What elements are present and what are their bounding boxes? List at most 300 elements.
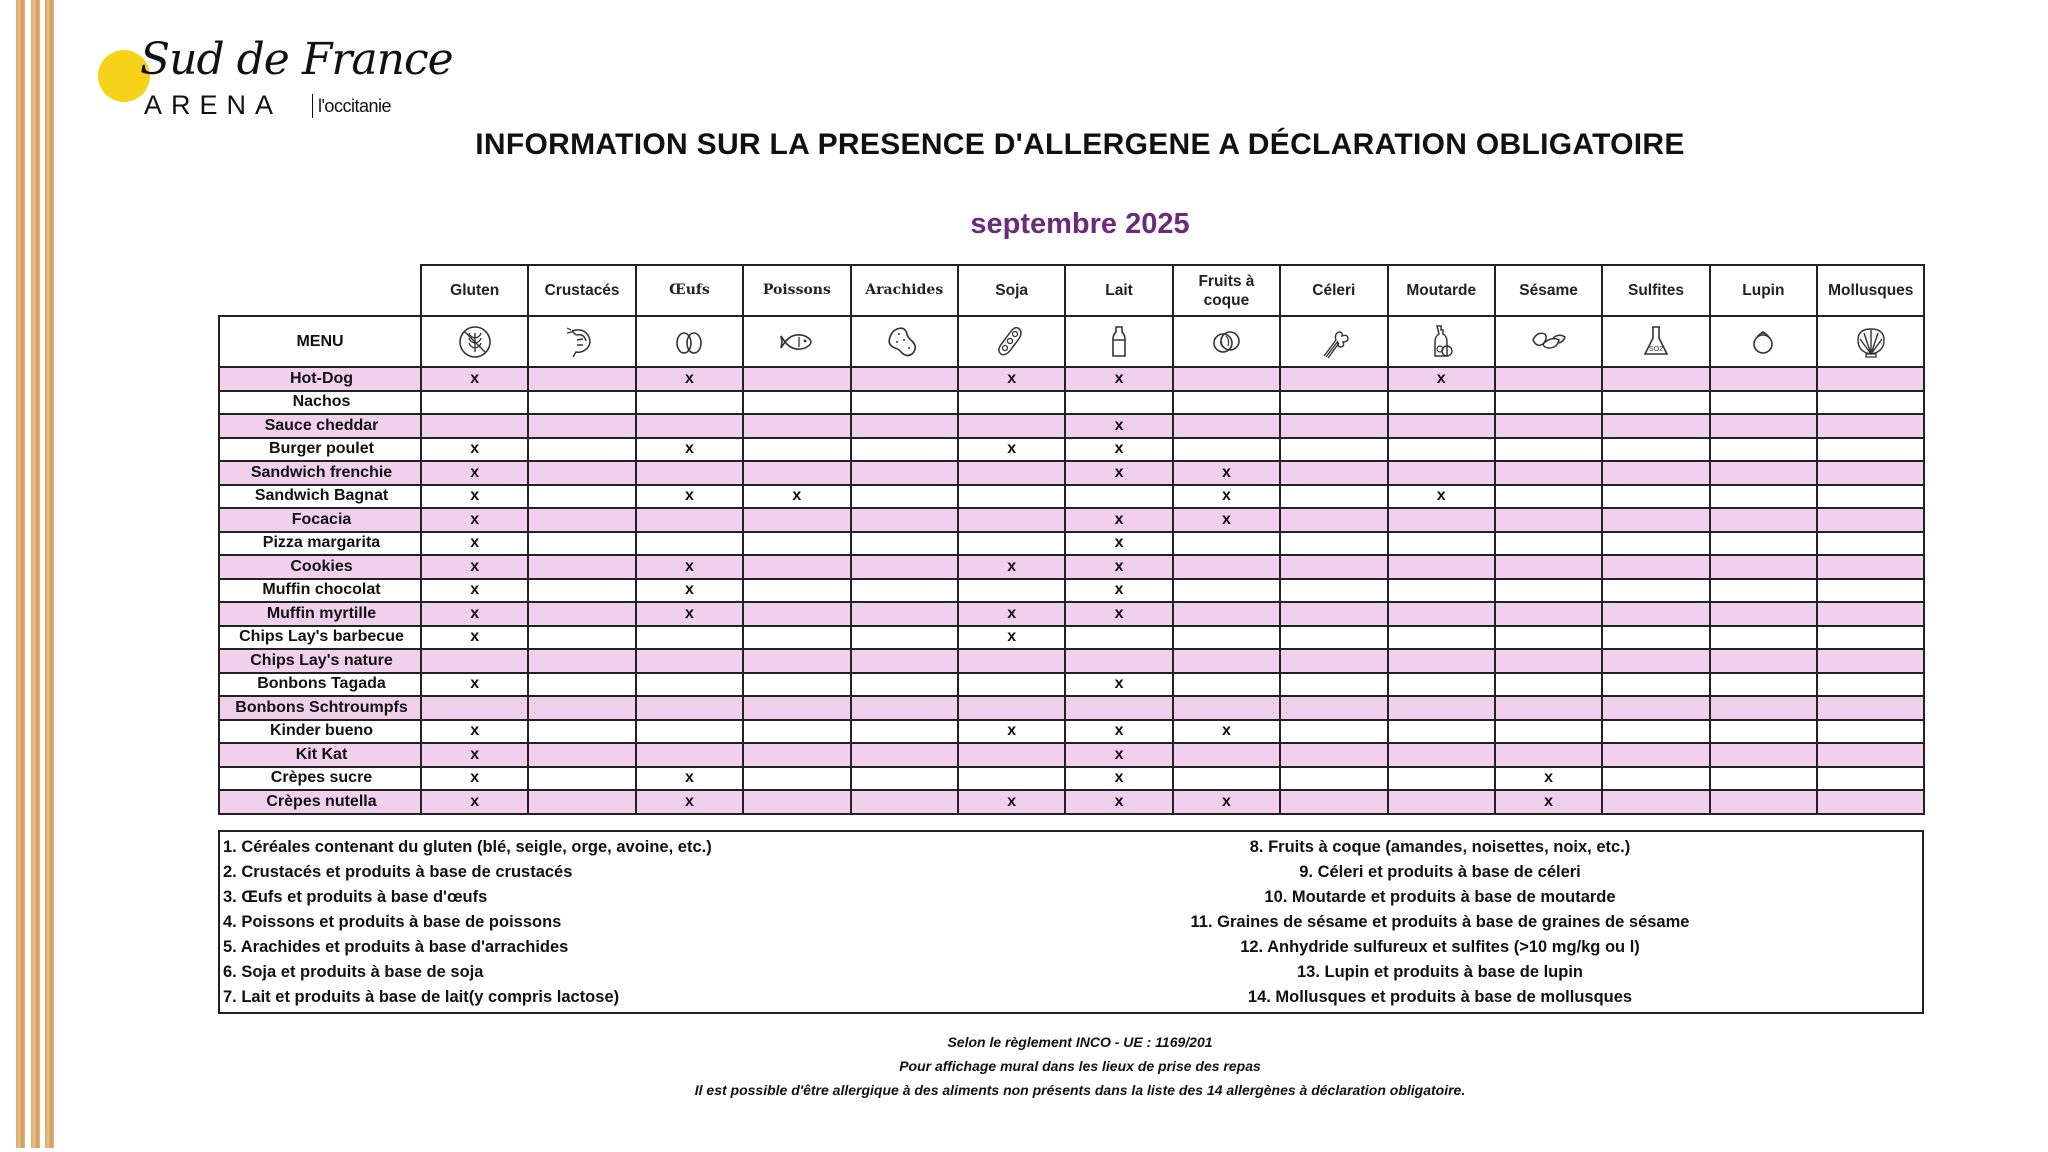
allergen-empty-cell (1173, 649, 1280, 673)
allergen-empty-cell (1495, 743, 1602, 767)
allergen-empty-cell (1173, 743, 1280, 767)
allergen-empty-cell (636, 673, 743, 697)
wood-stripe-decoration (31, 0, 40, 1148)
allergen-present-mark: x (1065, 673, 1172, 697)
allergen-header: Lait (1065, 265, 1172, 316)
allergen-empty-cell (1388, 626, 1495, 650)
allergen-empty-cell (636, 461, 743, 485)
allergen-present-mark: x (1173, 508, 1280, 532)
allergen-present-mark: x (1065, 767, 1172, 791)
allergen-empty-cell (1495, 579, 1602, 603)
allergen-empty-cell (1817, 555, 1924, 579)
allergen-empty-cell (1280, 414, 1387, 438)
allergen-icon-cell (1388, 316, 1495, 367)
allergen-empty-cell (743, 743, 850, 767)
allergen-present-mark: x (636, 579, 743, 603)
menu-item-name: Kit Kat (219, 743, 421, 767)
allergen-empty-cell (851, 414, 958, 438)
menu-item-name: Muffin chocolat (219, 579, 421, 603)
allergen-empty-cell (1602, 532, 1709, 556)
menu-header: MENU (219, 316, 421, 367)
allergen-empty-cell (1280, 485, 1387, 509)
menu-item-name: Bonbons Schtroumpfs (219, 696, 421, 720)
allergen-icon-cell (1710, 316, 1817, 367)
nut-icon (1174, 322, 1279, 362)
allergen-empty-cell (1710, 485, 1817, 509)
allergen-empty-cell (1602, 555, 1709, 579)
allergen-header: Arachides (851, 265, 958, 316)
allergen-empty-cell (743, 508, 850, 532)
allergen-empty-cell (528, 673, 635, 697)
allergen-empty-cell (1495, 555, 1602, 579)
allergen-empty-cell (743, 532, 850, 556)
allergen-present-mark: x (958, 720, 1065, 744)
allergen-empty-cell (851, 602, 958, 626)
allergen-empty-cell (1710, 767, 1817, 791)
allergen-empty-cell (1388, 696, 1495, 720)
allergen-empty-cell (1495, 391, 1602, 415)
allergen-present-mark: x (1065, 720, 1172, 744)
allergen-empty-cell (1495, 720, 1602, 744)
allergen-empty-cell (1280, 626, 1387, 650)
menu-row (219, 767, 1924, 791)
allergen-present-mark: x (421, 508, 528, 532)
allergen-empty-cell (1817, 626, 1924, 650)
allergen-present-mark: x (421, 438, 528, 462)
allergen-empty-cell (1495, 602, 1602, 626)
logo-arena-text: ARENA (144, 90, 283, 120)
allergen-empty-cell (1817, 696, 1924, 720)
menu-row (219, 391, 1924, 415)
allergen-empty-cell (1280, 720, 1387, 744)
logo-separator (312, 94, 313, 118)
allergen-empty-cell (958, 579, 1065, 603)
menu-item-name: Chips Lay's barbecue (219, 626, 421, 650)
allergen-empty-cell (1710, 743, 1817, 767)
footer-line: Selon le règlement INCO - UE : 1169/201 (947, 1034, 1213, 1050)
allergen-present-mark: x (421, 602, 528, 626)
allergen-empty-cell (1388, 555, 1495, 579)
allergen-empty-cell (1173, 673, 1280, 697)
allergen-empty-cell (1602, 696, 1709, 720)
allergen-present-mark: x (636, 767, 743, 791)
menu-item-name: Bonbons Tagada (219, 673, 421, 697)
allergen-empty-cell (1817, 720, 1924, 744)
allergen-empty-cell (851, 555, 958, 579)
allergen-present-mark: x (958, 602, 1065, 626)
allergen-empty-cell (1280, 696, 1387, 720)
fish-icon (744, 322, 849, 362)
allergen-empty-cell (636, 532, 743, 556)
allergen-present-mark: x (1495, 790, 1602, 814)
allergen-present-mark: x (958, 438, 1065, 462)
allergen-empty-cell (1495, 461, 1602, 485)
milk-bottle-icon (1066, 322, 1171, 362)
month-title: septembre 2025 (970, 208, 1190, 240)
allergen-present-mark: x (421, 532, 528, 556)
allergen-empty-cell (1817, 649, 1924, 673)
allergen-empty-cell (1710, 391, 1817, 415)
allergen-icon-cell (421, 316, 528, 367)
allergen-header: Poissons (743, 265, 850, 316)
allergen-empty-cell (851, 790, 958, 814)
allergen-empty-cell (1173, 414, 1280, 438)
allergen-empty-cell (636, 696, 743, 720)
menu-row (219, 579, 1924, 603)
allergen-empty-cell (528, 579, 635, 603)
allergen-empty-cell (851, 720, 958, 744)
allergen-empty-cell (851, 696, 958, 720)
allergen-empty-cell (1710, 438, 1817, 462)
allergen-present-mark: x (1065, 579, 1172, 603)
lupin-icon (1711, 322, 1816, 362)
allergen-empty-cell (743, 414, 850, 438)
allergen-empty-cell (636, 414, 743, 438)
allergen-empty-cell (1710, 532, 1817, 556)
menu-row (219, 696, 1924, 720)
allergen-empty-cell (636, 391, 743, 415)
allergen-empty-cell (743, 696, 850, 720)
allergen-empty-cell (1280, 438, 1387, 462)
allergen-empty-cell (851, 485, 958, 509)
allergen-present-mark: x (636, 602, 743, 626)
allergen-empty-cell (1388, 649, 1495, 673)
allergen-empty-cell (528, 743, 635, 767)
allergen-empty-cell (1602, 767, 1709, 791)
allergen-empty-cell (1602, 626, 1709, 650)
allergen-empty-cell (636, 626, 743, 650)
allergen-empty-cell (528, 367, 635, 391)
allergen-present-mark: x (1388, 367, 1495, 391)
allergen-empty-cell (1602, 508, 1709, 532)
allergen-empty-cell (1065, 696, 1172, 720)
allergen-empty-cell (1495, 485, 1602, 509)
menu-row (219, 532, 1924, 556)
allergen-present-mark: x (1173, 485, 1280, 509)
menu-item-name: Chips Lay's nature (219, 649, 421, 673)
allergen-empty-cell (528, 508, 635, 532)
allergen-present-mark: x (1065, 532, 1172, 556)
allergen-empty-cell (1280, 649, 1387, 673)
mustard-icon (1389, 322, 1494, 362)
allergen-present-mark: x (1065, 461, 1172, 485)
allergen-empty-cell (636, 743, 743, 767)
allergen-present-mark: x (421, 790, 528, 814)
allergen-empty-cell (1173, 696, 1280, 720)
allergen-header: Crustacés (528, 265, 635, 316)
wood-stripe-decoration (45, 0, 54, 1148)
allergen-present-mark: x (1065, 508, 1172, 532)
allergen-empty-cell (743, 579, 850, 603)
menu-row (219, 367, 1924, 391)
allergen-present-mark: x (958, 555, 1065, 579)
allergen-empty-cell (1495, 367, 1602, 391)
allergen-legend (218, 830, 1924, 1014)
allergen-empty-cell (421, 649, 528, 673)
menu-row (219, 649, 1924, 673)
allergen-empty-cell (1710, 790, 1817, 814)
allergen-present-mark: x (1173, 461, 1280, 485)
allergen-empty-cell (1710, 673, 1817, 697)
allergen-empty-cell (1173, 626, 1280, 650)
allergen-present-mark: x (421, 367, 528, 391)
allergen-header-row (219, 265, 1924, 316)
legend-item: 11. Graines de sésame et produits à base de graines de sésame (1190, 913, 1690, 931)
allergen-empty-cell (1710, 414, 1817, 438)
allergen-empty-cell (1602, 414, 1709, 438)
allergen-present-mark: x (1065, 602, 1172, 626)
celery-icon (1281, 322, 1386, 362)
allergen-header: Sésame (1495, 265, 1602, 316)
allergen-empty-cell (743, 673, 850, 697)
allergen-empty-cell (1280, 508, 1387, 532)
allergen-empty-cell (636, 508, 743, 532)
allergen-present-mark: x (421, 626, 528, 650)
allergen-empty-cell (743, 767, 850, 791)
allergen-empty-cell (1817, 790, 1924, 814)
allergen-present-mark: x (421, 767, 528, 791)
allergen-empty-cell (851, 767, 958, 791)
allergen-empty-cell (1280, 673, 1387, 697)
allergen-empty-cell (958, 461, 1065, 485)
legend-item: 2. Crustacés et produits à base de crustacés (223, 863, 573, 881)
allergen-present-mark: x (1173, 720, 1280, 744)
allergen-empty-cell (743, 461, 850, 485)
allergen-icon-cell (636, 316, 743, 367)
allergen-empty-cell (1817, 602, 1924, 626)
allergen-empty-cell (636, 649, 743, 673)
allergen-empty-cell (958, 743, 1065, 767)
allergen-present-mark: x (1065, 555, 1172, 579)
allergen-empty-cell (528, 696, 635, 720)
allergen-empty-cell (1602, 602, 1709, 626)
allergen-empty-cell (1388, 790, 1495, 814)
menu-item-name: Sauce cheddar (219, 414, 421, 438)
allergen-empty-cell (1602, 720, 1709, 744)
allergen-empty-cell (1602, 673, 1709, 697)
allergen-header: Œufs (636, 265, 743, 316)
logo-region-text: l'occitanie (318, 96, 391, 116)
allergen-present-mark: x (1173, 790, 1280, 814)
allergen-empty-cell (743, 555, 850, 579)
allergen-empty-cell (528, 602, 635, 626)
allergen-table (218, 264, 1925, 815)
allergen-empty-cell (1065, 485, 1172, 509)
allergen-icon-cell (851, 316, 958, 367)
allergen-empty-cell (1602, 649, 1709, 673)
allergen-empty-cell (958, 649, 1065, 673)
allergen-empty-cell (851, 532, 958, 556)
allergen-empty-cell (1280, 461, 1387, 485)
menu-row (219, 790, 1924, 814)
allergen-empty-cell (528, 461, 635, 485)
wood-stripe-decoration (16, 0, 25, 1148)
allergen-empty-cell (743, 391, 850, 415)
allergen-header: Moutarde (1388, 265, 1495, 316)
allergen-present-mark: x (421, 673, 528, 697)
legend-item: 6. Soja et produits à base de soja (223, 963, 484, 981)
allergen-empty-cell (1817, 367, 1924, 391)
allergen-empty-cell (1602, 391, 1709, 415)
allergen-empty-cell (1710, 508, 1817, 532)
allergen-empty-cell (1495, 649, 1602, 673)
allergen-present-mark: x (958, 790, 1065, 814)
allergen-empty-cell (851, 649, 958, 673)
menu-row (219, 626, 1924, 650)
allergen-empty-cell (1388, 767, 1495, 791)
allergen-empty-cell (1710, 626, 1817, 650)
allergen-empty-cell (1388, 720, 1495, 744)
legend-item: 4. Poissons et produits à base de poissons (223, 913, 562, 931)
legend-left-column (223, 835, 712, 1010)
allergen-empty-cell (743, 720, 850, 744)
allergen-present-mark: x (1065, 743, 1172, 767)
menu-rows (219, 367, 1924, 814)
menu-item-name: Focacia (219, 508, 421, 532)
allergen-header: Céleri (1280, 265, 1387, 316)
allergen-empty-cell (1065, 391, 1172, 415)
allergen-empty-cell (958, 532, 1065, 556)
legend-item: 7. Lait et produits à base de lait(y compris lactose) (223, 988, 620, 1006)
allergen-empty-cell (743, 602, 850, 626)
allergen-empty-cell (1495, 438, 1602, 462)
allergen-empty-cell (1495, 673, 1602, 697)
allergen-icon-cell (528, 316, 635, 367)
allergen-empty-cell (1173, 532, 1280, 556)
allergen-empty-cell (851, 461, 958, 485)
menu-item-name: Kinder bueno (219, 720, 421, 744)
allergen-empty-cell (528, 438, 635, 462)
allergen-empty-cell (1495, 414, 1602, 438)
shell-icon (1818, 322, 1923, 362)
allergen-empty-cell (1817, 461, 1924, 485)
sud-de-france-arena-logo (98, 34, 453, 124)
menu-item-name: Crèpes sucre (219, 767, 421, 791)
legend-item: 8. Fruits à coque (amandes, noisettes, noix, etc.) (1249, 838, 1631, 856)
allergen-empty-cell (1388, 438, 1495, 462)
menu-item-name: Burger poulet (219, 438, 421, 462)
allergen-present-mark: x (421, 579, 528, 603)
allergen-icon-cell (1173, 316, 1280, 367)
allergen-header: Mollusques (1817, 265, 1924, 316)
allergen-empty-cell (1602, 367, 1709, 391)
legend-item: 1. Céréales contenant du gluten (blé, seigle, orge, avoine, etc.) (223, 838, 712, 856)
svg-text:SO2: SO2 (1648, 345, 1663, 353)
allergen-empty-cell (1602, 461, 1709, 485)
allergen-header: Soja (958, 265, 1065, 316)
allergen-empty-cell (528, 720, 635, 744)
allergen-empty-cell (528, 649, 635, 673)
allergen-empty-cell (1817, 767, 1924, 791)
allergen-empty-cell (528, 414, 635, 438)
legend-item: 13. Lupin et produits à base de lupin (1296, 963, 1584, 981)
allergen-empty-cell (1388, 602, 1495, 626)
allergen-header: Sulfites (1602, 265, 1709, 316)
allergen-empty-cell (528, 485, 635, 509)
allergen-present-mark: x (421, 743, 528, 767)
allergen-empty-cell (1710, 555, 1817, 579)
allergen-empty-cell (1817, 532, 1924, 556)
allergen-empty-cell (1388, 579, 1495, 603)
empty-corner-cell (219, 265, 421, 316)
menu-row (219, 438, 1924, 462)
allergen-icon-cell (1065, 316, 1172, 367)
allergen-empty-cell (1388, 461, 1495, 485)
sesame-seeds-icon (1496, 322, 1601, 362)
allergen-empty-cell (1388, 532, 1495, 556)
allergen-empty-cell (851, 626, 958, 650)
legend-item: 14. Mollusques et produits à base de mollusques (1247, 988, 1633, 1006)
footer-line: Pour affichage mural dans les lieux de prise des repas (899, 1058, 1261, 1074)
allergen-empty-cell (1710, 461, 1817, 485)
footer-line: Il est possible d'être allergique à des aliments non présents dans la liste des 14 allergènes à déclaration obligatoire. (694, 1082, 1466, 1098)
allergen-icon-cell (1495, 316, 1602, 367)
allergen-empty-cell (1173, 438, 1280, 462)
allergen-empty-cell (1388, 673, 1495, 697)
allergen-present-mark: x (1065, 438, 1172, 462)
allergen-empty-cell (528, 790, 635, 814)
allergen-empty-cell (1602, 579, 1709, 603)
allergen-empty-cell (421, 696, 528, 720)
allergen-empty-cell (1602, 485, 1709, 509)
allergen-icon-cell (743, 316, 850, 367)
legend-item: 12. Anhydride sulfureux et sulfites (>10 mg/kg ou l) (1240, 938, 1640, 956)
menu-row (219, 720, 1924, 744)
allergen-present-mark: x (743, 485, 850, 509)
allergen-empty-cell (1710, 720, 1817, 744)
allergen-empty-cell (1280, 767, 1387, 791)
menu-row (219, 461, 1924, 485)
soybean-icon (959, 322, 1064, 362)
legend-item: 10. Moutarde et produits à base de moutarde (1264, 888, 1616, 906)
allergen-empty-cell (1495, 532, 1602, 556)
allergen-empty-cell (1710, 649, 1817, 673)
allergen-present-mark: x (636, 555, 743, 579)
allergen-empty-cell (1173, 367, 1280, 391)
allergen-present-mark: x (421, 555, 528, 579)
allergen-empty-cell (1710, 367, 1817, 391)
allergen-empty-cell (743, 367, 850, 391)
allergen-empty-cell (958, 767, 1065, 791)
allergen-empty-cell (851, 673, 958, 697)
allergen-icon-row (219, 316, 1924, 367)
allergen-empty-cell (1817, 438, 1924, 462)
menu-row (219, 414, 1924, 438)
allergen-empty-cell (1173, 602, 1280, 626)
allergen-empty-cell (1388, 414, 1495, 438)
menu-item-name: Hot-Dog (219, 367, 421, 391)
allergen-empty-cell (851, 438, 958, 462)
allergen-empty-cell (851, 367, 958, 391)
menu-row (219, 508, 1924, 532)
menu-row (219, 673, 1924, 697)
legend-right-column (1000, 835, 1880, 1010)
allergen-empty-cell (851, 391, 958, 415)
allergen-present-mark: x (421, 485, 528, 509)
page-title: INFORMATION SUR LA PRESENCE D'ALLERGENE A DÉCLARATION OBLIGATOIRE (475, 128, 1685, 161)
allergen-empty-cell (1710, 696, 1817, 720)
menu-item-name: Sandwich frenchie (219, 461, 421, 485)
allergen-empty-cell (1280, 790, 1387, 814)
legend-item: 5. Arachides et produits à base d'arrachides (223, 938, 569, 956)
allergen-icon-cell (1280, 316, 1387, 367)
menu-item-name: Cookies (219, 555, 421, 579)
allergen-empty-cell (1173, 767, 1280, 791)
allergen-present-mark: x (1065, 414, 1172, 438)
allergen-present-mark: x (636, 485, 743, 509)
menu-row (219, 555, 1924, 579)
allergen-empty-cell (851, 743, 958, 767)
